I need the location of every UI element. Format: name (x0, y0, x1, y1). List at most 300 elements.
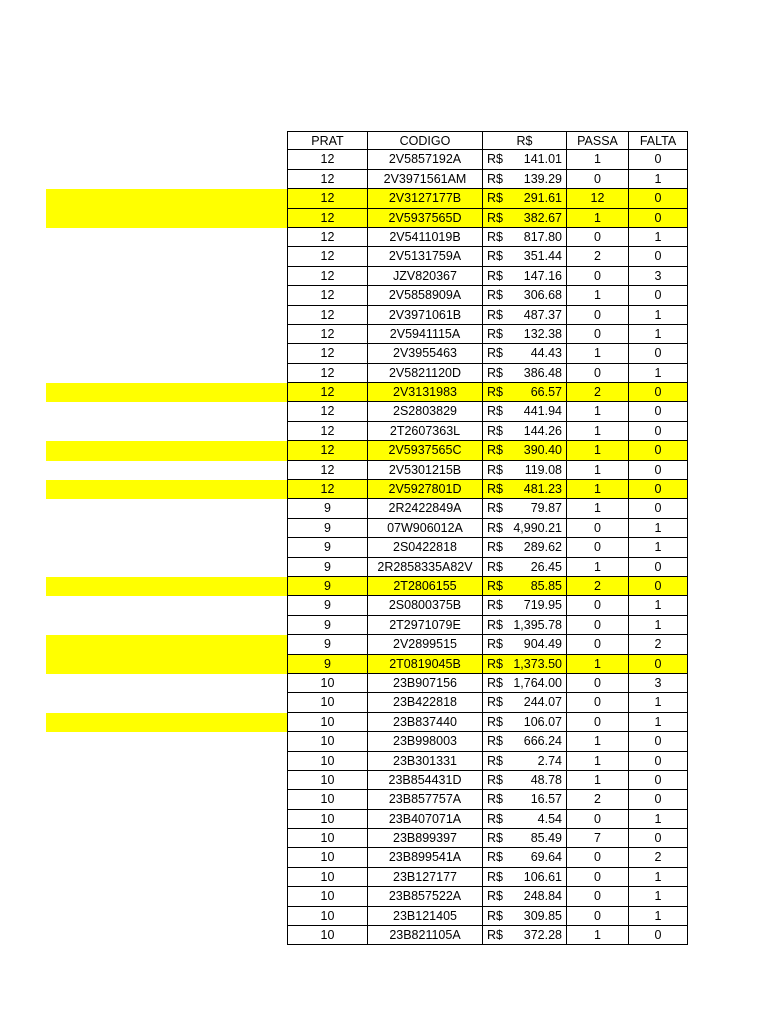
cell-currency[interactable]: R$ (482, 655, 504, 674)
cell-currency[interactable]: R$ (482, 596, 504, 615)
cell-falta[interactable]: 1 (628, 810, 688, 829)
row-highlight-band (46, 267, 288, 286)
cell-valor[interactable]: 141.01 (504, 150, 566, 169)
row-highlight-band (46, 926, 288, 945)
cell-codigo[interactable]: 2V5131759A (367, 247, 482, 266)
cell-falta[interactable]: 1 (628, 306, 688, 325)
cell-codigo[interactable]: 2V5858909A (367, 286, 482, 305)
cell-prat[interactable]: 12 (287, 189, 367, 208)
cell-passa[interactable]: 0 (566, 596, 628, 615)
cell-falta[interactable]: 0 (628, 926, 688, 945)
cell-codigo[interactable]: 23B899397 (367, 829, 482, 848)
row-highlight-band (46, 519, 288, 538)
cell-prat[interactable]: 9 (287, 655, 367, 674)
cell-falta[interactable]: 1 (628, 519, 688, 538)
cell-falta[interactable]: 1 (628, 325, 688, 344)
cell-prat[interactable]: 12 (287, 383, 367, 402)
cell-currency[interactable]: R$ (482, 402, 504, 421)
cell-passa[interactable]: 1 (566, 209, 628, 228)
cell-passa[interactable]: 0 (566, 325, 628, 344)
cell-prat[interactable]: 10 (287, 693, 367, 712)
cell-currency[interactable]: R$ (482, 635, 504, 654)
cell-valor[interactable]: 4,990.21 (504, 519, 566, 538)
cell-passa[interactable]: 1 (566, 150, 628, 169)
cell-codigo[interactable]: 2V5857192A (367, 150, 482, 169)
cell-currency[interactable]: R$ (482, 441, 504, 460)
cell-falta[interactable]: 0 (628, 480, 688, 499)
cell-codigo[interactable]: 2R2858335A82V (367, 558, 482, 577)
cell-prat[interactable]: 10 (287, 674, 367, 693)
header-falta[interactable]: FALTA (628, 131, 688, 150)
cell-valor[interactable]: 132.38 (504, 325, 566, 344)
cell-codigo[interactable]: 2S0422818 (367, 538, 482, 557)
cell-prat[interactable]: 10 (287, 868, 367, 887)
cell-codigo[interactable]: 2V2899515 (367, 635, 482, 654)
row-highlight-band (46, 228, 288, 247)
cell-falta[interactable]: 0 (628, 150, 688, 169)
cell-falta[interactable]: 2 (628, 635, 688, 654)
cell-prat[interactable]: 12 (287, 150, 367, 169)
cell-valor[interactable]: 351.44 (504, 247, 566, 266)
cell-prat[interactable]: 12 (287, 306, 367, 325)
header-codigo[interactable]: CODIGO (367, 131, 482, 150)
cell-valor[interactable]: 139.29 (504, 170, 566, 189)
row-highlight-band (46, 596, 288, 615)
header-prat[interactable]: PRAT (287, 131, 367, 150)
cell-passa[interactable]: 2 (566, 577, 628, 596)
row-highlight-band (46, 306, 288, 325)
table-row (0, 655, 768, 674)
cell-currency[interactable]: R$ (482, 480, 504, 499)
cell-prat[interactable]: 10 (287, 829, 367, 848)
cell-passa[interactable]: 1 (566, 926, 628, 945)
table-row (0, 306, 768, 325)
cell-falta[interactable]: 0 (628, 247, 688, 266)
row-highlight-band (46, 247, 288, 266)
cell-passa[interactable]: 0 (566, 364, 628, 383)
table-row (0, 189, 768, 208)
cell-passa[interactable]: 0 (566, 810, 628, 829)
cell-codigo[interactable]: 2V3955463 (367, 344, 482, 363)
cell-valor[interactable]: 16.57 (504, 790, 566, 809)
cell-falta[interactable]: 3 (628, 267, 688, 286)
cell-passa[interactable]: 12 (566, 189, 628, 208)
cell-currency[interactable]: R$ (482, 732, 504, 751)
cell-codigo[interactable]: 2V5821120D (367, 364, 482, 383)
cell-falta[interactable]: 1 (628, 228, 688, 247)
table-row (0, 868, 768, 887)
cell-prat[interactable]: 10 (287, 810, 367, 829)
cell-prat[interactable]: 9 (287, 577, 367, 596)
table-row (0, 364, 768, 383)
row-highlight-band (46, 752, 288, 771)
cell-currency[interactable]: R$ (482, 868, 504, 887)
cell-valor[interactable]: 26.45 (504, 558, 566, 577)
cell-valor[interactable]: 441.94 (504, 402, 566, 421)
cell-currency[interactable]: R$ (482, 170, 504, 189)
cell-passa[interactable]: 0 (566, 228, 628, 247)
cell-falta[interactable]: 0 (628, 655, 688, 674)
cell-valor[interactable]: 817.80 (504, 228, 566, 247)
cell-currency[interactable]: R$ (482, 519, 504, 538)
cell-valor[interactable]: 309.85 (504, 907, 566, 926)
cell-prat[interactable]: 12 (287, 228, 367, 247)
cell-valor[interactable]: 48.78 (504, 771, 566, 790)
cell-currency[interactable]: R$ (482, 267, 504, 286)
table-row (0, 674, 768, 693)
cell-prat[interactable]: 9 (287, 499, 367, 518)
cell-valor[interactable]: 69.64 (504, 848, 566, 867)
cell-falta[interactable]: 1 (628, 868, 688, 887)
cell-passa[interactable]: 1 (566, 655, 628, 674)
cell-falta[interactable]: 1 (628, 907, 688, 926)
cell-currency[interactable]: R$ (482, 499, 504, 518)
cell-codigo[interactable]: 2S0800375B (367, 596, 482, 615)
cell-valor[interactable]: 106.61 (504, 868, 566, 887)
cell-codigo[interactable]: 2V5937565D (367, 209, 482, 228)
cell-passa[interactable]: 1 (566, 286, 628, 305)
cell-codigo[interactable]: 2V3127177B (367, 189, 482, 208)
cell-passa[interactable]: 0 (566, 674, 628, 693)
cell-passa[interactable]: 2 (566, 383, 628, 402)
cell-currency[interactable]: R$ (482, 713, 504, 732)
table-row (0, 519, 768, 538)
cell-prat[interactable]: 10 (287, 926, 367, 945)
cell-prat[interactable]: 12 (287, 480, 367, 499)
cell-valor[interactable]: 4.54 (504, 810, 566, 829)
cell-passa[interactable]: 0 (566, 635, 628, 654)
cell-falta[interactable]: 0 (628, 790, 688, 809)
cell-valor[interactable]: 289.62 (504, 538, 566, 557)
cell-passa[interactable]: 0 (566, 519, 628, 538)
table-row (0, 926, 768, 945)
cell-valor[interactable]: 487.37 (504, 306, 566, 325)
cell-valor[interactable]: 719.95 (504, 596, 566, 615)
cell-currency[interactable]: R$ (482, 422, 504, 441)
row-highlight-band (46, 422, 288, 441)
table-row (0, 441, 768, 460)
cell-prat[interactable]: 10 (287, 848, 367, 867)
cell-prat[interactable]: 9 (287, 635, 367, 654)
cell-falta[interactable]: 1 (628, 616, 688, 635)
cell-currency[interactable]: R$ (482, 907, 504, 926)
cell-passa[interactable]: 1 (566, 480, 628, 499)
spreadsheet-table (0, 131, 768, 945)
cell-falta[interactable]: 1 (628, 170, 688, 189)
cell-passa[interactable]: 0 (566, 267, 628, 286)
cell-currency[interactable]: R$ (482, 228, 504, 247)
cell-codigo[interactable]: JZV820367 (367, 267, 482, 286)
cell-currency[interactable]: R$ (482, 810, 504, 829)
table-row (0, 286, 768, 305)
table-row (0, 461, 768, 480)
cell-codigo[interactable]: 23B821105A (367, 926, 482, 945)
cell-passa[interactable]: 1 (566, 732, 628, 751)
cell-passa[interactable]: 0 (566, 848, 628, 867)
cell-codigo[interactable]: 23B301331 (367, 752, 482, 771)
cell-passa[interactable]: 1 (566, 771, 628, 790)
cell-falta[interactable]: 1 (628, 596, 688, 615)
cell-codigo[interactable]: 07W906012A (367, 519, 482, 538)
table-row (0, 228, 768, 247)
cell-codigo[interactable]: 23B837440 (367, 713, 482, 732)
cell-passa[interactable]: 0 (566, 306, 628, 325)
cell-currency[interactable]: R$ (482, 887, 504, 906)
cell-currency[interactable]: R$ (482, 926, 504, 945)
cell-currency[interactable]: R$ (482, 461, 504, 480)
cell-codigo[interactable]: 2T0819045B (367, 655, 482, 674)
cell-valor[interactable]: 382.67 (504, 209, 566, 228)
cell-valor[interactable]: 666.24 (504, 732, 566, 751)
cell-codigo[interactable]: 2T2971079E (367, 616, 482, 635)
cell-codigo[interactable]: 23B857522A (367, 887, 482, 906)
cell-passa[interactable]: 0 (566, 868, 628, 887)
cell-prat[interactable]: 10 (287, 771, 367, 790)
cell-prat[interactable]: 10 (287, 790, 367, 809)
cell-falta[interactable]: 1 (628, 713, 688, 732)
cell-prat[interactable]: 12 (287, 247, 367, 266)
table-row (0, 209, 768, 228)
cell-valor[interactable]: 44.43 (504, 344, 566, 363)
cell-falta[interactable]: 0 (628, 344, 688, 363)
cell-valor[interactable]: 119.08 (504, 461, 566, 480)
cell-falta[interactable]: 0 (628, 441, 688, 460)
cell-prat[interactable]: 12 (287, 170, 367, 189)
cell-valor[interactable]: 390.40 (504, 441, 566, 460)
cell-codigo[interactable]: 2V3131983 (367, 383, 482, 402)
cell-falta[interactable]: 0 (628, 771, 688, 790)
cell-falta[interactable]: 0 (628, 461, 688, 480)
cell-falta[interactable]: 1 (628, 538, 688, 557)
row-highlight-band (46, 344, 288, 363)
cell-passa[interactable]: 1 (566, 752, 628, 771)
cell-passa[interactable]: 2 (566, 247, 628, 266)
row-highlight-band (46, 868, 288, 887)
cell-currency[interactable]: R$ (482, 577, 504, 596)
cell-currency[interactable]: R$ (482, 674, 504, 693)
cell-currency[interactable]: R$ (482, 150, 504, 169)
cell-codigo[interactable]: 2V3971061B (367, 306, 482, 325)
cell-codigo[interactable]: 2R2422849A (367, 499, 482, 518)
cell-prat[interactable]: 10 (287, 732, 367, 751)
cell-falta[interactable]: 1 (628, 693, 688, 712)
header-passa[interactable]: PASSA (566, 131, 628, 150)
cell-prat[interactable]: 9 (287, 558, 367, 577)
row-highlight-band (46, 616, 288, 635)
cell-valor[interactable]: 106.07 (504, 713, 566, 732)
table-row (0, 150, 768, 169)
cell-prat[interactable]: 9 (287, 538, 367, 557)
cell-falta[interactable]: 2 (628, 848, 688, 867)
cell-passa[interactable]: 1 (566, 402, 628, 421)
cell-prat[interactable]: 12 (287, 402, 367, 421)
cell-codigo[interactable]: 23B998003 (367, 732, 482, 751)
cell-passa[interactable]: 2 (566, 790, 628, 809)
cell-valor[interactable]: 244.07 (504, 693, 566, 712)
cell-codigo[interactable]: 2V5411019B (367, 228, 482, 247)
cell-passa[interactable]: 1 (566, 558, 628, 577)
table-row (0, 887, 768, 906)
cell-valor[interactable]: 2.74 (504, 752, 566, 771)
table-row (0, 499, 768, 518)
cell-prat[interactable]: 12 (287, 422, 367, 441)
cell-passa[interactable]: 0 (566, 693, 628, 712)
cell-currency[interactable]: R$ (482, 771, 504, 790)
cell-falta[interactable]: 0 (628, 402, 688, 421)
cell-passa[interactable]: 0 (566, 713, 628, 732)
cell-valor[interactable]: 306.68 (504, 286, 566, 305)
cell-valor[interactable]: 1,764.00 (504, 674, 566, 693)
cell-currency[interactable]: R$ (482, 693, 504, 712)
row-highlight-band (46, 325, 288, 344)
cell-prat[interactable]: 12 (287, 325, 367, 344)
cell-codigo[interactable]: 2V5941115A (367, 325, 482, 344)
cell-prat[interactable]: 10 (287, 752, 367, 771)
cell-codigo[interactable]: 2T2607363L (367, 422, 482, 441)
cell-codigo[interactable]: 2V5301215B (367, 461, 482, 480)
cell-valor[interactable]: 144.26 (504, 422, 566, 441)
cell-codigo[interactable]: 23B854431D (367, 771, 482, 790)
cell-passa[interactable]: 0 (566, 538, 628, 557)
cell-falta[interactable]: 0 (628, 189, 688, 208)
cell-codigo[interactable]: 23B899541A (367, 848, 482, 867)
cell-falta[interactable]: 0 (628, 209, 688, 228)
cell-valor[interactable]: 1,395.78 (504, 616, 566, 635)
cell-passa[interactable]: 0 (566, 170, 628, 189)
row-highlight-band (46, 655, 288, 674)
row-highlight-band (46, 383, 288, 402)
cell-currency[interactable]: R$ (482, 538, 504, 557)
cell-prat[interactable]: 12 (287, 209, 367, 228)
table-row (0, 810, 768, 829)
table-row (0, 170, 768, 189)
cell-falta[interactable]: 1 (628, 364, 688, 383)
table-row (0, 325, 768, 344)
cell-currency[interactable]: R$ (482, 790, 504, 809)
table-row (0, 693, 768, 712)
table-row (0, 907, 768, 926)
cell-codigo[interactable]: 23B127177 (367, 868, 482, 887)
cell-currency[interactable]: R$ (482, 209, 504, 228)
cell-valor[interactable]: 481.23 (504, 480, 566, 499)
cell-falta[interactable]: 1 (628, 887, 688, 906)
cell-currency[interactable]: R$ (482, 286, 504, 305)
cell-currency[interactable]: R$ (482, 383, 504, 402)
cell-prat[interactable]: 9 (287, 616, 367, 635)
cell-currency[interactable]: R$ (482, 752, 504, 771)
row-highlight-band (46, 480, 288, 499)
cell-prat[interactable]: 10 (287, 887, 367, 906)
cell-falta[interactable]: 0 (628, 558, 688, 577)
cell-valor[interactable]: 291.61 (504, 189, 566, 208)
cell-codigo[interactable]: 23B907156 (367, 674, 482, 693)
cell-valor[interactable]: 248.84 (504, 887, 566, 906)
cell-prat[interactable]: 10 (287, 907, 367, 926)
cell-passa[interactable]: 1 (566, 461, 628, 480)
cell-prat[interactable]: 12 (287, 441, 367, 460)
cell-codigo[interactable]: 23B422818 (367, 693, 482, 712)
cell-passa[interactable]: 7 (566, 829, 628, 848)
table-row (0, 577, 768, 596)
cell-falta[interactable]: 0 (628, 383, 688, 402)
cell-currency[interactable]: R$ (482, 189, 504, 208)
cell-codigo[interactable]: 2S2803829 (367, 402, 482, 421)
table-row (0, 480, 768, 499)
cell-valor[interactable]: 372.28 (504, 926, 566, 945)
cell-falta[interactable]: 0 (628, 829, 688, 848)
cell-currency[interactable]: R$ (482, 848, 504, 867)
cell-passa[interactable]: 1 (566, 499, 628, 518)
cell-valor[interactable]: 85.85 (504, 577, 566, 596)
cell-currency[interactable]: R$ (482, 344, 504, 363)
table-row (0, 267, 768, 286)
cell-falta[interactable]: 3 (628, 674, 688, 693)
cell-passa[interactable]: 1 (566, 441, 628, 460)
cell-currency[interactable]: R$ (482, 364, 504, 383)
cell-codigo[interactable]: 2T2806155 (367, 577, 482, 596)
cell-prat[interactable]: 12 (287, 461, 367, 480)
cell-codigo[interactable]: 2V5937565C (367, 441, 482, 460)
cell-passa[interactable]: 1 (566, 422, 628, 441)
row-highlight-band (46, 209, 288, 228)
cell-prat[interactable]: 12 (287, 286, 367, 305)
cell-falta[interactable]: 0 (628, 422, 688, 441)
cell-valor[interactable]: 79.87 (504, 499, 566, 518)
cell-prat[interactable]: 9 (287, 519, 367, 538)
cell-prat[interactable]: 9 (287, 596, 367, 615)
cell-falta[interactable]: 0 (628, 752, 688, 771)
row-highlight-band (46, 461, 288, 480)
table-row (0, 752, 768, 771)
cell-passa[interactable]: 1 (566, 344, 628, 363)
cell-prat[interactable]: 10 (287, 713, 367, 732)
cell-currency[interactable]: R$ (482, 247, 504, 266)
cell-prat[interactable]: 12 (287, 267, 367, 286)
cell-currency[interactable]: R$ (482, 325, 504, 344)
cell-falta[interactable]: 0 (628, 286, 688, 305)
cell-codigo[interactable]: 2V3971561AM (367, 170, 482, 189)
cell-passa[interactable]: 0 (566, 887, 628, 906)
cell-falta[interactable]: 0 (628, 499, 688, 518)
cell-codigo[interactable]: 23B407071A (367, 810, 482, 829)
cell-codigo[interactable]: 2V5927801D (367, 480, 482, 499)
table-row (0, 616, 768, 635)
cell-valor[interactable]: 85.49 (504, 829, 566, 848)
cell-valor[interactable]: 904.49 (504, 635, 566, 654)
cell-passa[interactable]: 0 (566, 616, 628, 635)
row-highlight-band (46, 771, 288, 790)
row-highlight-band (46, 810, 288, 829)
cell-prat[interactable]: 12 (287, 364, 367, 383)
cell-codigo[interactable]: 23B857757A (367, 790, 482, 809)
cell-valor[interactable]: 386.48 (504, 364, 566, 383)
cell-valor[interactable]: 147.16 (504, 267, 566, 286)
row-highlight-band (46, 499, 288, 518)
cell-currency[interactable]: R$ (482, 616, 504, 635)
cell-currency[interactable]: R$ (482, 306, 504, 325)
cell-falta[interactable]: 0 (628, 732, 688, 751)
cell-prat[interactable]: 12 (287, 344, 367, 363)
cell-valor[interactable]: 1,373.50 (504, 655, 566, 674)
cell-valor[interactable]: 66.57 (504, 383, 566, 402)
table-row (0, 344, 768, 363)
cell-currency[interactable]: R$ (482, 558, 504, 577)
cell-currency[interactable]: R$ (482, 829, 504, 848)
cell-codigo[interactable]: 23B121405 (367, 907, 482, 926)
cell-falta[interactable]: 0 (628, 577, 688, 596)
header-valor[interactable]: R$ (482, 131, 566, 150)
cell-passa[interactable]: 0 (566, 907, 628, 926)
